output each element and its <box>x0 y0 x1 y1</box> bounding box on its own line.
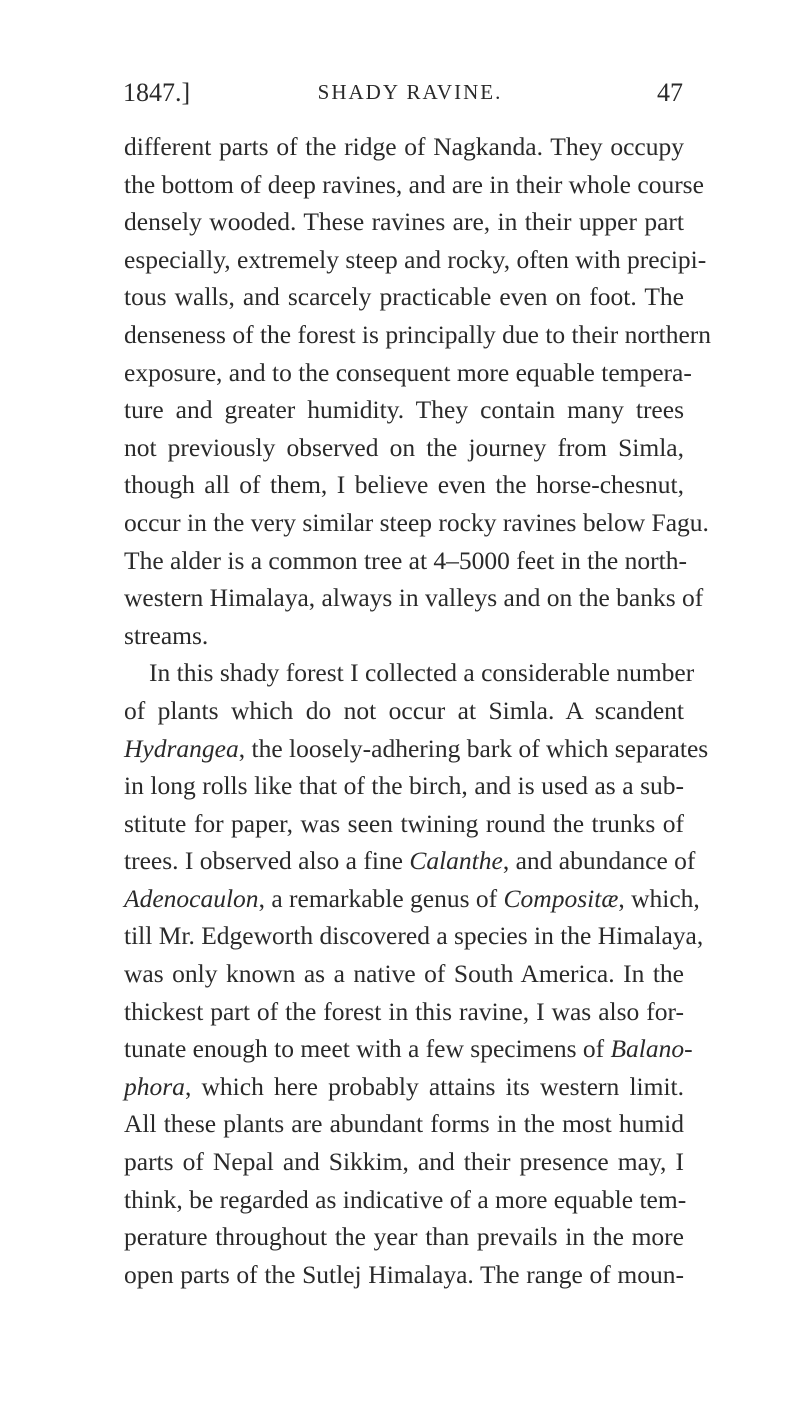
text-line: in long rolls like that of the birch, and is used as a sub- <box>124 771 684 801</box>
text-line: trees. I observed also a fine Calanthe, and abundance of <box>124 846 696 876</box>
text-line: of plants which do not occur at Simla. A scandent <box>124 695 684 725</box>
text-line: occur in the very similar steep rocky ravines below Fagu. <box>124 507 709 537</box>
text-line: exposure, and to the consequent more equable tempera- <box>124 357 692 387</box>
page-number: 47 <box>657 78 683 107</box>
text-line: the bottom of deep ravines, and are in their whole course <box>124 169 704 199</box>
taxon-name: Calanthe <box>409 846 503 876</box>
text-line: ture and greater humidity. They contain many trees <box>124 395 684 425</box>
text-line: perature throughout the year than prevails in the more <box>124 1222 684 1252</box>
text-line: The alder is a common tree at 4–5000 feet in the north- <box>124 545 687 575</box>
text-line: denseness of the forest is principally due to their northern <box>124 319 712 349</box>
text-line: open parts of the Sutlej Himalaya. The range of moun- <box>124 1259 684 1289</box>
body-text <box>124 128 712 1293</box>
text-line: tous walls, and scarcely practicable even on foot. The <box>124 282 684 312</box>
text-line: especially, extremely steep and rocky, often with precipi- <box>124 244 707 274</box>
text-line: till Mr. Edgeworth discovered a species in the Himalaya, <box>124 921 704 951</box>
text-line: western Himalaya, always in valleys and on the banks of <box>124 583 704 613</box>
text-line: though all of them, I believe even the horse-chesnut, <box>124 470 684 500</box>
paragraph-end-line: streams. <box>124 620 209 650</box>
taxon-name: phora <box>124 1071 185 1101</box>
text-line: stitute for paper, was seen twining round the trunks of <box>124 808 684 838</box>
text-line: tunate enough to meet with a few specimens of Balano- <box>124 1034 693 1064</box>
text-line: not previously observed on the journey from Simla, <box>124 432 684 462</box>
text-line: parts of Nepal and Sikkim, and their presence may, I <box>124 1147 684 1177</box>
taxon-name: Adenocaulon <box>124 883 259 913</box>
running-head <box>123 78 683 114</box>
text-line: Hydrangea, the loosely-adhering bark of which separates <box>124 733 709 763</box>
taxon-name: Hydrangea <box>124 733 239 763</box>
running-head-year: 1847.] <box>123 78 191 107</box>
text-line: densely wooded. These ravines are, in their upper part <box>124 207 684 237</box>
running-head-title: SHADY RAVINE. <box>317 80 503 104</box>
text-line: phora, which here probably attains its western limit. <box>124 1071 684 1101</box>
text-line: All these plants are abundant forms in the most humid <box>124 1109 684 1139</box>
text-line: think, be regarded as indicative of a more equable tem- <box>124 1184 687 1214</box>
taxon-name: Balano- <box>610 1034 693 1064</box>
text-line: different parts of the ridge of Nagkanda. They occupy <box>124 132 684 161</box>
paragraph-start-line: In this shady forest I collected a considerable number <box>149 658 695 688</box>
text-line: Adenocaulon, a remarkable genus of Compositæ, which, <box>124 883 700 913</box>
text-line: was only known as a native of South America. In the <box>124 959 684 989</box>
taxon-name: Compositæ <box>503 883 619 913</box>
text-line: thickest part of the forest in this ravine, I was also for- <box>124 996 684 1026</box>
